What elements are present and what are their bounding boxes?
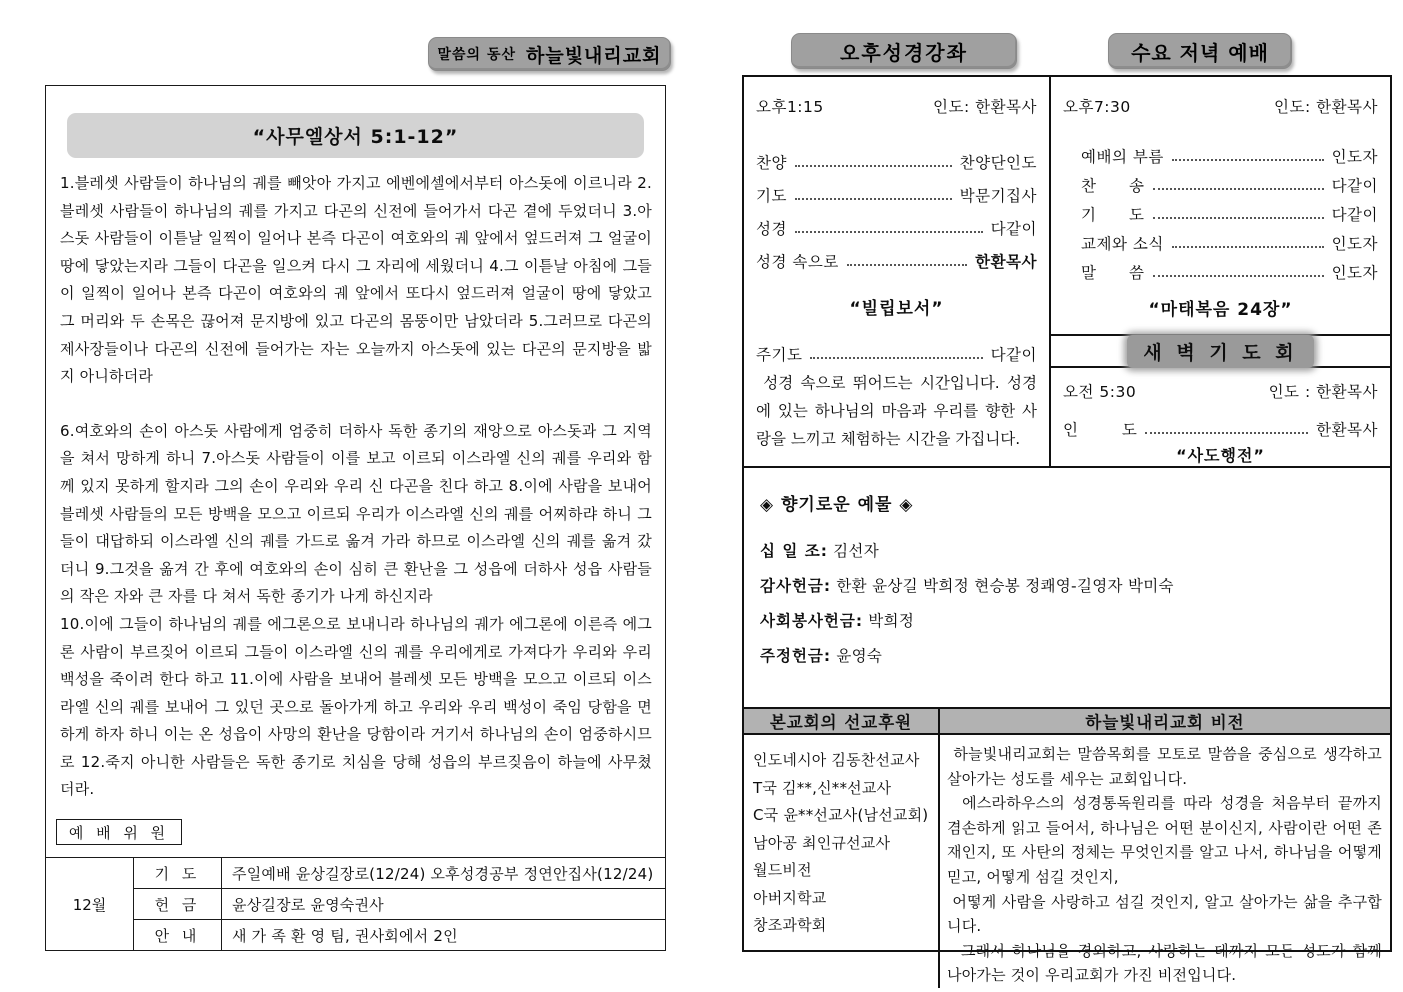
list-item: 남아공 최인규선교사 — [753, 833, 891, 852]
offering-value: 한환 윤상길 박희정 현승봉 정쾌영-길영자 박미숙 — [836, 577, 1174, 595]
pm-class-order-list — [756, 151, 1037, 272]
dawn-prayer-block — [1051, 368, 1390, 466]
wed-service-book: “마태복음 24장” — [1148, 300, 1293, 320]
duty-value: 주일예배 윤상길장로(12/24) 오후성경공부 정연안집사(12/24) — [222, 858, 666, 889]
right-page — [742, 75, 1392, 985]
worship-committee-label: 예 배 위 원 — [56, 819, 182, 845]
dawn-prayer-header-row — [1051, 336, 1390, 368]
vision-paragraph: 하늘빛내리교회는 말씀목회를 모토로 말씀을 중심으로 생각하고 살아가는 성도를 세우는 교회입니다. — [947, 745, 1387, 788]
worship-duty-table — [45, 857, 666, 951]
dotted-leader — [1153, 216, 1324, 219]
pm-class-time: 오후1:15 — [756, 98, 824, 116]
list-item: 월드비전 — [753, 861, 812, 879]
left-page — [45, 85, 666, 951]
vision-header-cell: 하늘빛내리교회 비전 — [1085, 713, 1245, 732]
scripture-text — [60, 170, 652, 812]
dotted-leader — [810, 356, 982, 359]
mission-header-cell: 본교회의 선교후원 — [744, 709, 940, 733]
mission-list — [744, 735, 940, 988]
duty-label: 안 내 — [134, 920, 222, 951]
pm-class-column — [744, 77, 1051, 466]
wed-service-leader: 인도: 한환목사 — [1274, 98, 1378, 116]
dotted-leader — [795, 230, 983, 233]
offering-label: 주정헌금: — [760, 647, 832, 665]
list-item: 인도네시아 김동찬선교사 — [753, 751, 920, 769]
dotted-leader — [1172, 158, 1324, 161]
pm-class-book: “빌립보서” — [849, 299, 944, 319]
offering-item — [760, 644, 1374, 666]
list-item: C국 윤**선교사(남선교회) — [753, 806, 929, 824]
order-item: 기 도 다같이 — [1081, 206, 1378, 224]
offering-item — [760, 574, 1374, 596]
wed-service-time: 오후7:30 — [1063, 98, 1131, 116]
list-item: 아버지학교 — [753, 888, 827, 907]
wednesday-service-badge: 수요 저녁 예배 — [1108, 33, 1292, 69]
wed-service-order-list — [1063, 145, 1378, 283]
dotted-leader — [847, 263, 967, 266]
order-item: 찬 송 다같이 — [1081, 177, 1378, 195]
duty-label: 기 도 — [134, 858, 222, 889]
scripture-paragraph: 10.이에 그들이 하나님의 궤를 에그론으로 보내니라 하나님의 궤가 에그론에 이른즉 에그론 사람이 부르짖어 이르되 그들이 이스라엘 신의 궤를 우리에게로 가져다가 우리와 우리 백성을 죽이려 한다 하고 11.이에 사람을 보내어 블레셋 모든 방백을 모으고 이르되 이스라엘 신의 궤를 보내어 그 있던 곳으로 돌아가게 하고 우리와 우리 백성이 죽임 당함을 면하게 하자 하니 이는 온 성읍이 사망의 환난을 당함이라 거기서 하나님의 손이 엄중하시므로 12.죽지 아니한 사람들은 독한 종기로 치심을 당해 성읍의 부르짖음이 하늘에 사무쳤더라. — [60, 614, 652, 799]
order-item: 인 도 한환목사 — [1063, 421, 1378, 439]
offerings-title: ◈ 향기로운 예물 ◈ — [760, 495, 914, 515]
scripture-paragraph: 1.블레셋 사람들이 하나님의 궤를 빼앗아 가지고 에벤에셀에서부터 아스돗에 이르니라 2.블레셋 사람들이 하나님의 궤를 가지고 다곤의 신전에 들어가서 다곤 곁에 두었더니 3.아스돗 사람들이 이튿날 일찍이 일어나 본즉 다곤이 여호와의 궤 앞에서 엎드러져 그 얼굴이 땅에 닿았는지라 그들이 다곤을 일으켜 다시 그 자리에 세웠더니 4.그 이튿날 아침에 그들이 일찍이 일어나 본즉 다곤이 여호와의 궤 앞에서 또다시 엎드러져 얼굴이 땅에 닿았고 그 머리와 두 손목은 끊어져 문지방에 있고 다곤의 몸뚱이만 남았더라 5.그러므로 다곤의 제사장들이나 다곤의 신전에 들어가는 자는 오늘까지 아스돗에 있는 다곤의 문지방을 밟지 아니하더라 — [60, 174, 652, 386]
duty-label: 헌 금 — [134, 889, 222, 920]
pm-class-description: 성경 속으로 뛰어드는 시간입니다. 성경에 있는 하나님의 마음과 우리를 향한 사랑을 느끼고 체험하는 시간을 가집니다. — [756, 374, 1037, 448]
dotted-leader — [1145, 431, 1308, 434]
offering-item — [760, 609, 1374, 631]
pm-bible-class-badge: 오후성경강좌 — [791, 33, 1017, 69]
offering-label: 감사헌금: — [760, 577, 832, 595]
offering-value: 윤영숙 — [836, 647, 883, 665]
vision-text — [940, 735, 1390, 988]
table-row — [46, 858, 666, 889]
order-item: 성경 속으로 한환목사 — [756, 253, 1037, 271]
dawn-prayer-leader: 인도 : 한환목사 — [1268, 383, 1378, 401]
wed-dawn-column — [1051, 77, 1390, 466]
order-item: 예배의 부름 인도자 — [1081, 148, 1378, 166]
offering-value: 김선자 — [833, 542, 879, 560]
vision-paragraph: 어떻게 사람을 사랑하고 섬길 것인지, 알고 살아가는 삶을 추구합니다. — [947, 892, 1382, 936]
duty-month: 12월 — [46, 858, 134, 951]
table-row — [46, 920, 666, 951]
worship-orders-section — [744, 77, 1390, 468]
dotted-leader — [795, 164, 952, 167]
table-row — [46, 889, 666, 920]
pm-class-time-row — [756, 95, 1037, 117]
offering-item — [760, 539, 1374, 561]
order-item: 교제와 소식 인도자 — [1081, 235, 1378, 253]
order-item: 기도 박문기집사 — [756, 187, 1037, 205]
offerings-section — [744, 468, 1390, 707]
church-motto: 말씀의 동산 — [437, 47, 516, 63]
offerings-list — [760, 539, 1374, 666]
dawn-prayer-book: “사도행전” — [1176, 446, 1265, 465]
dotted-leader — [1153, 187, 1324, 190]
offering-label: 십 일 조: — [760, 542, 828, 560]
church-header-badge — [428, 37, 671, 71]
list-item: 창조과학회 — [753, 916, 827, 934]
mission-vision-body — [744, 735, 1390, 988]
dawn-prayer-badge: 새 벽 기 도 회 — [1127, 335, 1313, 368]
dawn-prayer-time-row — [1063, 380, 1378, 402]
mission-vision-table — [744, 707, 1390, 985]
scripture-paragraph: 6.여호와의 손이 아스돗 사람에게 엄중히 더하사 독한 종기의 재앙으로 아스돗과 그 지역을 쳐서 망하게 하니 7.아스돗 사람들이 이를 보고 이르되 이스라엘 신의 궤를 우리와 함께 있지 못하게 할지라 그의 손이 우리와 우리 신 다곤을 친다 하고 8.이에 사람을 보내어 블레셋 사람들의 모든 방백을 모으고 이르되 우리가 이스라엘 신의 궤를 어찌하랴 하니 그들이 대답하되 이스라엘 신의 궤를 가드로 옮겨 가라 하므로 이스라엘 신의 궤를 옮겨 갔더니 9.그것을 옮겨 간 후에 여호와의 손이 심히 큰 환난을 그 성읍에 더하사 성읍 사람들의 작은 자와 큰 자를 다 쳐서 독한 종기가 나게 하신지라 — [60, 421, 652, 606]
vision-paragraph: 에스라하우스의 성경통독원리를 따라 성경을 처음부터 끝까지 겸손하게 읽고 들어서, 하나님은 어떤 분이신지, 사람이란 어떤 존재인지, 또 사탄의 정체는 무엇인지를 알고 나서, 하나님을 어떻게 믿고, 어떻게 섬길 것인지, — [947, 794, 1387, 886]
wed-service-block — [1051, 77, 1390, 336]
dotted-leader — [795, 197, 952, 200]
dawn-prayer-time: 오전 5:30 — [1063, 383, 1137, 401]
dotted-leader — [1153, 274, 1324, 277]
wed-service-time-row — [1063, 95, 1378, 117]
order-item: 말 씀 인도자 — [1081, 264, 1378, 282]
list-item: T국 김**,신**선교사 — [753, 778, 892, 797]
duty-value: 윤상길장로 윤영숙권사 — [222, 889, 666, 920]
dotted-leader — [1172, 245, 1324, 248]
church-name: 하늘빛내리교회 — [526, 44, 662, 67]
order-item: 찬양 찬양단인도 — [756, 154, 1037, 172]
scripture-title: “사무엘상서 5:1-12” — [67, 113, 644, 158]
duty-value: 새 가 족 환 영 팀, 권사회에서 2인 — [222, 920, 666, 951]
pm-class-leader: 인도: 한환목사 — [933, 98, 1037, 116]
vision-paragraph: 그래서 하나님을 경외하고, 사랑하는 데까지 모든 성도가 함께 나아가는 것이 우리교회가 가진 비전입니다. — [947, 941, 1387, 985]
offering-value: 박희정 — [868, 612, 915, 630]
offering-label: 사회봉사헌금: — [760, 612, 864, 630]
order-item: 성경 다같이 — [756, 220, 1037, 238]
lords-prayer-item: 주기도 다같이 — [756, 346, 1037, 364]
mission-vision-header — [744, 709, 1390, 735]
